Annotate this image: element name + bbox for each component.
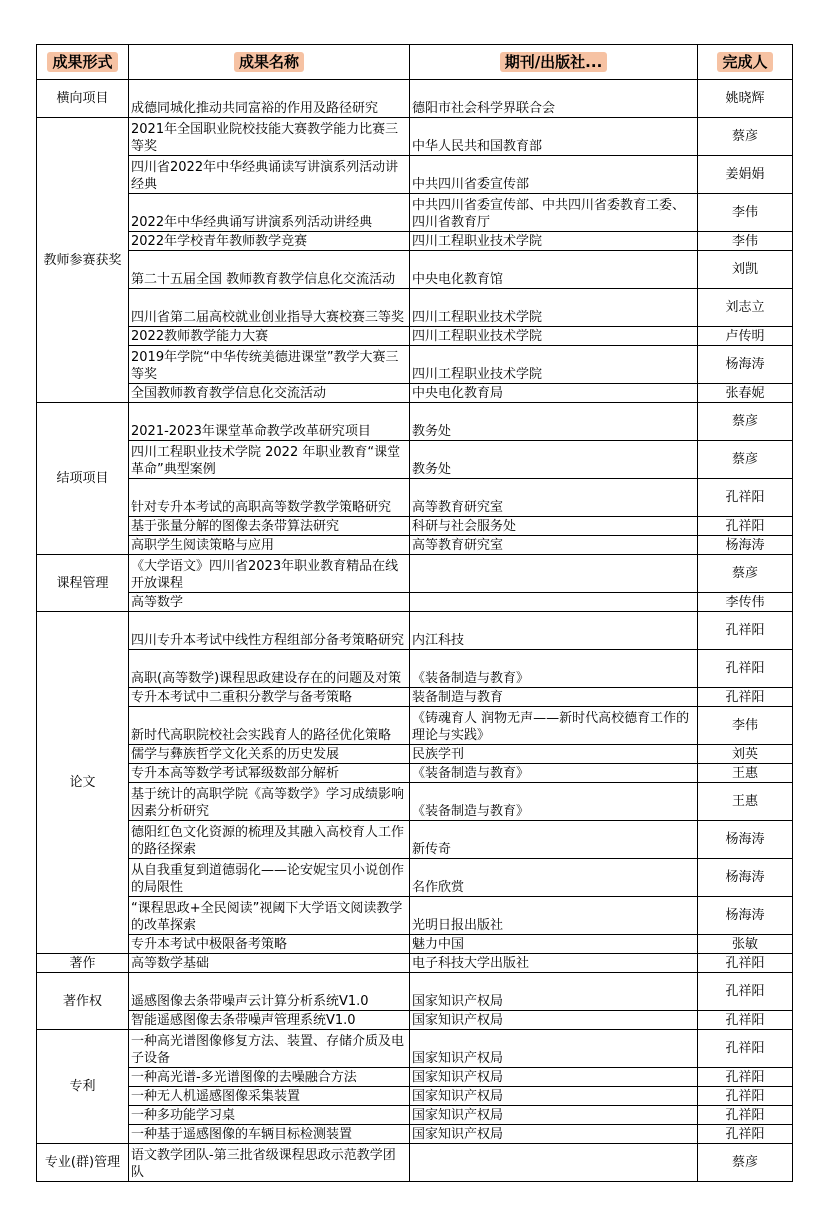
publisher-cell: 中共四川省委宣传部、中共四川省委教育工委、四川省教育厅 [410,194,698,232]
achievement-name-cell: 高职(高等数学)课程思政建设存在的问题及对策 [129,650,410,688]
publisher-cell: 中央电化教育馆 [410,251,698,289]
table-row [37,1068,793,1087]
achievement-name-cell: 2019年学院“中华传统美德进课堂”教学大赛三等奖 [129,346,410,384]
achievement-name-cell: “课程思政+全民阅读”视阈下大学语文阅读教学的改革探索 [129,897,410,935]
person-cell: 孔祥阳 [698,650,793,688]
publisher-cell: 中共四川省委宣传部 [410,156,698,194]
publisher-cell: 光明日报出版社 [410,897,698,935]
table-row [37,1030,793,1068]
achievement-name-cell: 儒学与彝族哲学文化关系的历史发展 [129,745,410,764]
person-cell: 王惠 [698,783,793,821]
achievement-name-cell: 一种多功能学习桌 [129,1106,410,1125]
achievement-name-cell: 针对专升本考试的高职高等数学教学策略研究 [129,479,410,517]
table-row [37,1106,793,1125]
publisher-cell: 四川工程职业技术学院 [410,232,698,251]
person-cell: 姚晓辉 [698,80,793,118]
table-row [37,745,793,764]
achievement-name-cell: 第二十五届全国 教师教育教学信息化交流活动 [129,251,410,289]
achievement-name-cell: 2022年中华经典诵写讲演系列活动讲经典 [129,194,410,232]
person-cell: 杨海涛 [698,346,793,384]
table-row [37,764,793,783]
table-row [37,536,793,555]
header-form [37,45,129,80]
achievement-name-cell: 四川专升本考试中线性方程组部分备考策略研究 [129,612,410,650]
achievement-name-cell: 高等数学基础 [129,954,410,973]
person-cell: 李传伟 [698,593,793,612]
achievement-name-cell: 新时代高职院校社会实践育人的路径优化策略 [129,707,410,745]
table-row [37,403,793,441]
achievement-name-cell: 高等数学 [129,593,410,612]
category-cell: 著作权 [37,973,129,1030]
person-cell: 张春妮 [698,384,793,403]
table-row [37,118,793,156]
header-publisher [410,45,698,80]
person-cell: 蔡彦 [698,555,793,593]
publisher-cell: 德阳市社会科学界联合会 [410,80,698,118]
person-cell: 杨海涛 [698,536,793,555]
person-cell: 刘凯 [698,251,793,289]
publisher-cell: 内江科技 [410,612,698,650]
person-cell: 蔡彦 [698,403,793,441]
table-row [37,1125,793,1144]
category-cell: 结项项目 [37,403,129,555]
table-row [37,479,793,517]
achievement-name-cell: 成德同城化推动共同富裕的作用及路径研究 [129,80,410,118]
achievement-name-cell: 《大学语文》四川省2023年职业教育精品在线开放课程 [129,555,410,593]
publisher-cell: 名作欣赏 [410,859,698,897]
person-cell: 蔡彦 [698,441,793,479]
person-cell: 蔡彦 [698,118,793,156]
table-row [37,156,793,194]
category-cell: 专利 [37,1030,129,1144]
table-row [37,232,793,251]
achievement-name-cell: 一种高光谱图像修复方法、装置、存储介质及电子设备 [129,1030,410,1068]
achievement-name-cell: 遥感图像去条带噪声云计算分析系统V1.0 [129,973,410,1011]
person-cell: 杨海涛 [698,859,793,897]
achievement-name-cell: 四川工程职业技术学院 2022 年职业教育“课堂革命”典型案例 [129,441,410,479]
person-cell: 李伟 [698,232,793,251]
table-row [37,194,793,232]
header-name [129,45,410,80]
person-cell: 孔祥阳 [698,1106,793,1125]
publisher-cell: 中华人民共和国教育部 [410,118,698,156]
person-cell: 刘英 [698,745,793,764]
achievement-name-cell: 全国教师教育教学信息化交流活动 [129,384,410,403]
publisher-cell: 《装备制造与教育》 [410,783,698,821]
publisher-cell: 国家知识产权局 [410,973,698,1011]
person-cell: 孔祥阳 [698,973,793,1011]
table-row [37,384,793,403]
header-person [698,45,793,80]
achievement-name-cell: 专升本高等数学考试幂级数部分解析 [129,764,410,783]
person-cell: 张敏 [698,935,793,954]
achievement-name-cell: 专升本考试中极限备考策略 [129,935,410,954]
publisher-cell: 《装备制造与教育》 [410,764,698,783]
header-name-label: 成果名称 [234,52,304,72]
table-row [37,80,793,118]
publisher-cell: 科研与社会服务处 [410,517,698,536]
achievement-name-cell: 四川省2022年中华经典诵读写讲演系列活动讲经典 [129,156,410,194]
table-row [37,555,793,593]
table-row [37,783,793,821]
table-row [37,859,793,897]
person-cell: 孔祥阳 [698,1030,793,1068]
achievement-name-cell: 2022教师教学能力大赛 [129,327,410,346]
person-cell: 姜娟娟 [698,156,793,194]
table-row [37,1087,793,1106]
category-cell: 论文 [37,612,129,954]
table-row [37,897,793,935]
publisher-cell: 装备制造与教育 [410,688,698,707]
person-cell: 王惠 [698,764,793,783]
table-row [37,327,793,346]
table-row [37,935,793,954]
person-cell: 孔祥阳 [698,1087,793,1106]
table-row [37,593,793,612]
person-cell: 孔祥阳 [698,1011,793,1030]
header-publisher-label: 期刊/出版社... [500,52,608,72]
publisher-cell: 《装备制造与教育》 [410,650,698,688]
publisher-cell: 四川工程职业技术学院 [410,289,698,327]
table-row [37,821,793,859]
publisher-cell: 四川工程职业技术学院 [410,327,698,346]
publisher-cell: 教务处 [410,403,698,441]
achievement-name-cell: 四川省第二届高校就业创业指导大赛校赛三等奖 [129,289,410,327]
person-cell: 孔祥阳 [698,1068,793,1087]
header-row [37,45,793,80]
table-row [37,1144,793,1182]
publisher-cell: 四川工程职业技术学院 [410,346,698,384]
publisher-cell [410,593,698,612]
header-person-label: 完成人 [717,52,772,72]
publisher-cell: 民族学刊 [410,745,698,764]
person-cell: 李伟 [698,194,793,232]
publisher-cell: 国家知识产权局 [410,1030,698,1068]
table-body [37,80,793,1182]
achievement-name-cell: 一种基于遥感图像的车辆目标检测装置 [129,1125,410,1144]
person-cell: 杨海涛 [698,897,793,935]
table-row [37,954,793,973]
person-cell: 孔祥阳 [698,954,793,973]
person-cell: 卢传明 [698,327,793,346]
publisher-cell: 电子科技大学出版社 [410,954,698,973]
table-row [37,612,793,650]
publisher-cell: 魅力中国 [410,935,698,954]
person-cell: 杨海涛 [698,821,793,859]
category-cell: 横向项目 [37,80,129,118]
achievement-name-cell: 语文教学团队-第三批省级课程思政示范教学团队 [129,1144,410,1182]
table-row [37,251,793,289]
table-row [37,973,793,1011]
achievement-name-cell: 2021-2023年课堂革命教学改革研究项目 [129,403,410,441]
achievement-name-cell: 高职学生阅读策略与应用 [129,536,410,555]
person-cell: 孔祥阳 [698,688,793,707]
publisher-cell: 国家知识产权局 [410,1068,698,1087]
publisher-cell: 《铸魂育人 润物无声——新时代高校德育工作的理论与实践》 [410,707,698,745]
publisher-cell: 新传奇 [410,821,698,859]
person-cell: 李伟 [698,707,793,745]
publisher-cell [410,555,698,593]
person-cell: 孔祥阳 [698,1125,793,1144]
header-form-label: 成果形式 [47,52,117,72]
publisher-cell: 国家知识产权局 [410,1125,698,1144]
category-cell: 专业(群)管理 [37,1144,129,1182]
publisher-cell: 中央电化教育局 [410,384,698,403]
category-cell: 著作 [37,954,129,973]
publisher-cell: 国家知识产权局 [410,1106,698,1125]
category-cell: 教师参赛获奖 [37,118,129,403]
achievement-name-cell: 基于张量分解的图像去条带算法研究 [129,517,410,536]
achievement-name-cell: 一种无人机遥感图像采集装置 [129,1087,410,1106]
person-cell: 孔祥阳 [698,479,793,517]
table-row [37,707,793,745]
table-row [37,1011,793,1030]
achievement-name-cell: 从自我重复到道德弱化——论安妮宝贝小说创作的局限性 [129,859,410,897]
achievements-table-container [36,44,792,1182]
table-row [37,289,793,327]
achievement-name-cell: 德阳红色文化资源的梳理及其融入高校育人工作的路径探索 [129,821,410,859]
achievement-name-cell: 2022年学校青年教师教学竞赛 [129,232,410,251]
publisher-cell: 教务处 [410,441,698,479]
person-cell: 刘志立 [698,289,793,327]
achievements-table [36,44,793,1182]
achievement-name-cell: 2021年全国职业院校技能大赛教学能力比赛三等奖 [129,118,410,156]
achievement-name-cell: 一种高光谱-多光谱图像的去噪融合方法 [129,1068,410,1087]
person-cell: 蔡彦 [698,1144,793,1182]
table-row [37,517,793,536]
publisher-cell: 国家知识产权局 [410,1011,698,1030]
publisher-cell [410,1144,698,1182]
publisher-cell: 国家知识产权局 [410,1087,698,1106]
person-cell: 孔祥阳 [698,612,793,650]
achievement-name-cell: 基于统计的高职学院《高等数学》学习成绩影响因素分析研究 [129,783,410,821]
table-row [37,688,793,707]
publisher-cell: 高等教育研究室 [410,479,698,517]
category-cell: 课程管理 [37,555,129,612]
table-row [37,441,793,479]
person-cell: 孔祥阳 [698,517,793,536]
table-row [37,346,793,384]
table-row [37,650,793,688]
publisher-cell: 高等教育研究室 [410,536,698,555]
achievement-name-cell: 专升本考试中二重积分教学与备考策略 [129,688,410,707]
achievement-name-cell: 智能遥感图像去条带噪声管理系统V1.0 [129,1011,410,1030]
